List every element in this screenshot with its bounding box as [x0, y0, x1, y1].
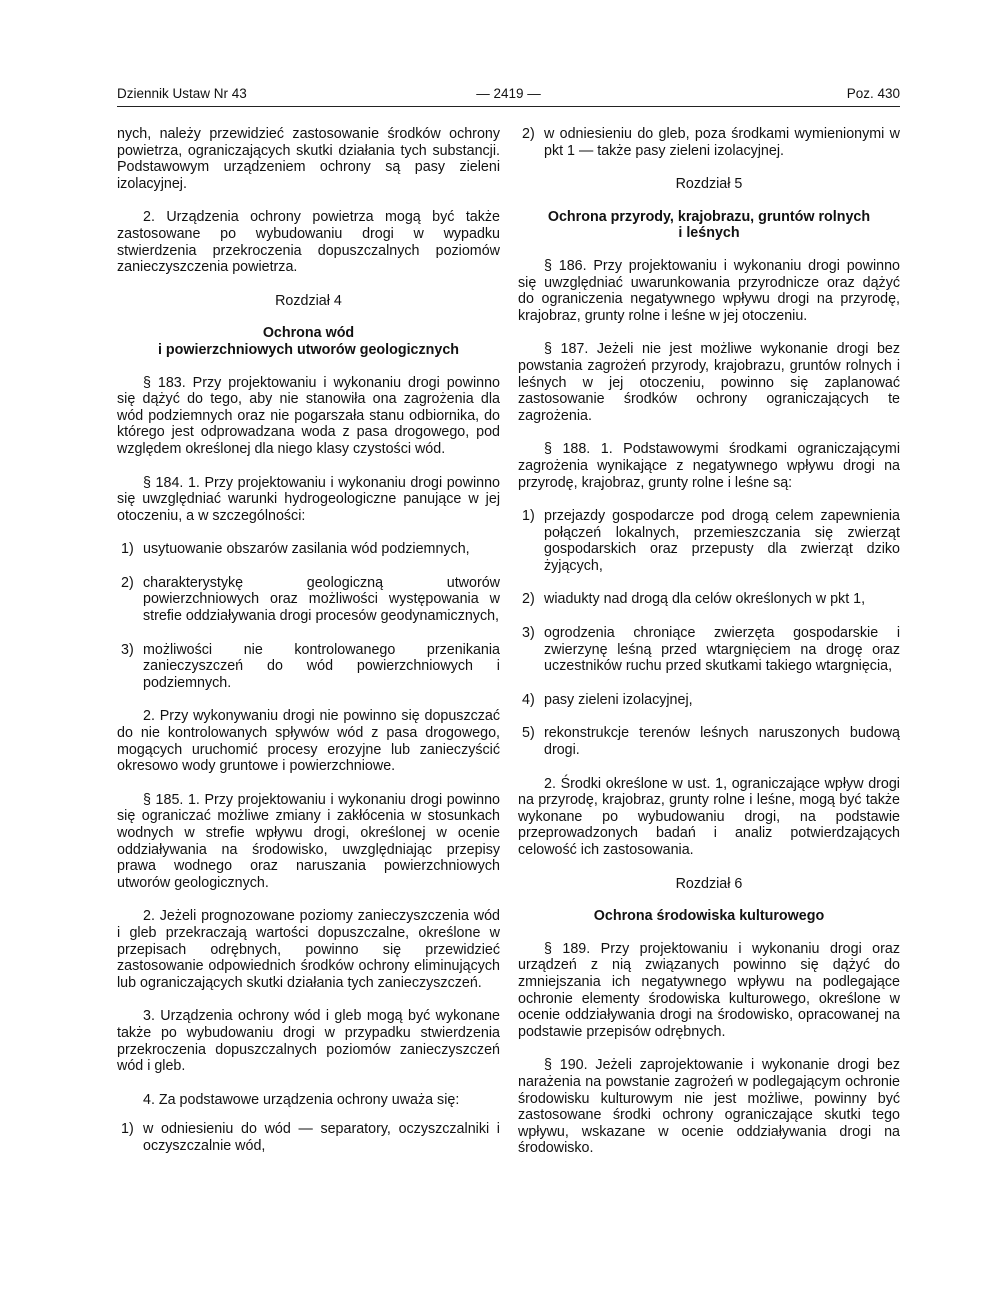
section-189: § 189. Przy projektowaniu i wykonaniu drogi oraz urządzeń z nią związanych powinno się dążyć do zmniejszania ich negatywnego wpływu na podlegające ochronie elementy środowiska kulturowego, określone w ocenie oddziaływania drogi na środowisko, opracowanej na podstawie przepisów odrębnych. [518, 940, 900, 1040]
page-header [117, 86, 900, 108]
position-number: Poz. 430 [846, 86, 900, 101]
list-item [518, 591, 900, 608]
list-number: 2) [522, 126, 535, 142]
right-column [518, 126, 900, 1174]
list-number: 2) [522, 591, 535, 608]
chapter-title-line: Ochrona przyrody, krajobrazu, gruntów rolnych [547, 208, 871, 225]
list-number: 1) [121, 541, 134, 558]
list-text: w odniesieniu do gleb, poza środkami wymienionymi w pkt 1 — także pasy zieleni izolacyjnej. [544, 126, 900, 159]
list-item [518, 126, 900, 159]
list-number: 4) [522, 691, 535, 708]
list-text: pasy zieleni izolacyjnej, [544, 691, 693, 708]
list-text: w odniesieniu do wód — separatory, oczyszczalniki i oczyszczalnie wód, [143, 1121, 500, 1154]
section-183: § 183. Przy projektowaniu i wykonaniu drogi powinno się dążyć do tego, aby nie stanowiła ona zagrożenia dla wód podziemnych oraz nie pogarszała stanu odbiornika, do którego jest odprowadzana woda z pasa drogowego, pod względem określonej dla niego klasy czystości wód. [117, 374, 500, 457]
chapter-title-line: i leśnych [678, 225, 740, 242]
list-item [518, 692, 900, 709]
chapter-title-line: Ochrona wód [262, 325, 355, 342]
list-item [117, 541, 500, 558]
list-text: rekonstrukcje terenów leśnych naruszonych budową drogi. [544, 725, 900, 759]
chapter-label: Rozdział 5 [675, 176, 743, 193]
list-text: ogrodzenia chroniące zwierzęta gospodarskie i zwierzynę leśną przed wtargnięciem na drogę oraz uczestników ruchu przed skutkami takiego wtargnięcia, [544, 625, 900, 675]
list-number: 1) [121, 1121, 134, 1138]
list-text: usytuowanie obszarów zasilania wód podziemnych, [143, 541, 470, 558]
list-number: 1) [522, 508, 535, 525]
list-number: 3) [121, 641, 134, 658]
list-item [117, 1121, 500, 1154]
header-rule [117, 106, 900, 107]
list-item [117, 642, 500, 692]
paragraph: 2. Urządzenia ochrony powietrza mogą być także zastosowane po wybudowaniu drogi w wypadku stwierdzenia przekroczenia dopuszczalnych poziomów zanieczyszczenia powietrza. [117, 209, 500, 276]
paragraph: 3. Urządzenia ochrony wód i gleb mogą być wykonane także po wybudowaniu drogi w przypadku stwierdzenia przekroczenia dopuszczalnych poziomów zanieczyszczeń wód i gleb. [117, 1008, 500, 1075]
list-number: 5) [522, 725, 535, 742]
paragraph: 2. Jeżeli prognozowane poziomy zanieczyszczenia wód i gleb przekraczają wartości dopuszczalne, określone w przepisach odrębnych, powinno się przewidzieć zastosowanie odpowiednich środków ochrony eliminujących lub ograniczających skutki działania tych zanieczyszczeń. [117, 908, 500, 991]
chapter-title [117, 325, 500, 358]
left-column [117, 126, 500, 1172]
list-item [518, 725, 900, 758]
page-number: — 2419 — [476, 86, 541, 101]
list-item [518, 625, 900, 675]
list-number: 3) [522, 625, 535, 642]
list-text: wiadukty nad drogą dla celów określonych w pkt 1, [544, 591, 866, 608]
list-text: możliwości nie kontrolowanego przenikania zanieczyszczeń do wód powierzchniowych i podziemnych. [143, 641, 500, 691]
list-item [117, 575, 500, 625]
journal-title: Dziennik Ustaw Nr 43 [117, 86, 247, 101]
paragraph: 4. Za podstawowe urządzenia ochrony uważa się: [143, 1091, 460, 1108]
list-number: 2) [121, 574, 134, 591]
list-text: przejazdy gospodarcze pod drogą celem zapewnienia połączeń lokalnych, przemieszczania się zwierząt gospodarskich oraz przepusty dla zwierząt dziko żyjących, [544, 508, 900, 574]
paragraph: 2. Środki określone w ust. 1, ograniczające wpływ drogi na przyrodę, krajobraz, grunty rolne i leśne, mogą być także wykonane po wybudowaniu drogi, na podstawie przeprowadzonych badań i analiz potwierdzających celowość ich zastosowania. [518, 775, 900, 858]
section-186: § 186. Przy projektowaniu i wykonaniu drogi powinno się uwzględniać uwarunkowania przyrodnicze oraz dążyć do ograniczenia negatywnego wpływu drogi na przyrodę, krajobraz, grunty rolne i leśne w jej otoczeniu. [518, 257, 900, 324]
section-187: § 187. Jeżeli nie jest możliwe wykonanie drogi bez powstania zagrożeń przyrody, krajobrazu, gruntów rolnych i leśnych w jej otoczeniu, powinno się zaplanować zastosowanie środków ochrony ograniczających te zagrożenia. [518, 341, 900, 424]
chapter-title-line: i powierzchniowych utworów geologicznych [157, 341, 460, 358]
chapter-title [518, 209, 900, 242]
paragraph: 2. Przy wykonywaniu drogi nie powinno się dopuszczać do nie kontrolowanych spływów wód z pasa drogowego, mogących uruchomić procesy erozyjne lub zanieczyścić okresowo wody gruntowe i powierzchniowe. [117, 708, 500, 775]
section-190: § 190. Jeżeli zaprojektowanie i wykonanie drogi bez narażenia na powstanie zagrożeń w podlegającym ochronie środowisku kulturowym nie jest możliwe, powinny być zastosowane środki ochrony ograniczające skutki tego wpływu, wskazane w ocenie oddziaływania drogi na środowisko. [518, 1057, 900, 1157]
section-184: § 184. 1. Przy projektowaniu i wykonaniu drogi powinno się uwzględniać warunki hydrogeologiczne panujące w jej otoczeniu, a w szczególności: [117, 474, 500, 524]
section-185: § 185. 1. Przy projektowaniu i wykonaniu drogi powinno się ograniczać możliwe zmiany i zakłócenia w stosunkach wodnych w strefie wpływu drogi, określonej w ocenie oddziaływania na środowisko, uwzględniając przepisy prawa wodnego oraz naruszania powierzchniowych utworów geologicznych. [117, 791, 500, 891]
chapter-label: Rozdział 4 [275, 292, 342, 309]
list-text: charakterystykę geologiczną utworów powierzchniowych oraz możliwości występowania w strefie oddziaływania drogi procesów geodynamicznych, [143, 574, 500, 625]
paragraph: nych, należy przewidzieć zastosowanie środków ochrony powietrza, ograniczających skutki działania tych substancji. Podstawowym urządzeniem ochrony są pasy zieleni izolacyjnej. [117, 126, 500, 192]
list-item [518, 508, 900, 574]
chapter-title: Ochrona środowiska kulturowego [593, 908, 825, 925]
chapter-label: Rozdział 6 [675, 875, 743, 892]
section-188: § 188. 1. Podstawowymi środkami ograniczającymi zagrożenia wynikające z negatywnego wpływu drogi na przyrodę, krajobraz, grunty rolne i leśne są: [518, 441, 900, 491]
